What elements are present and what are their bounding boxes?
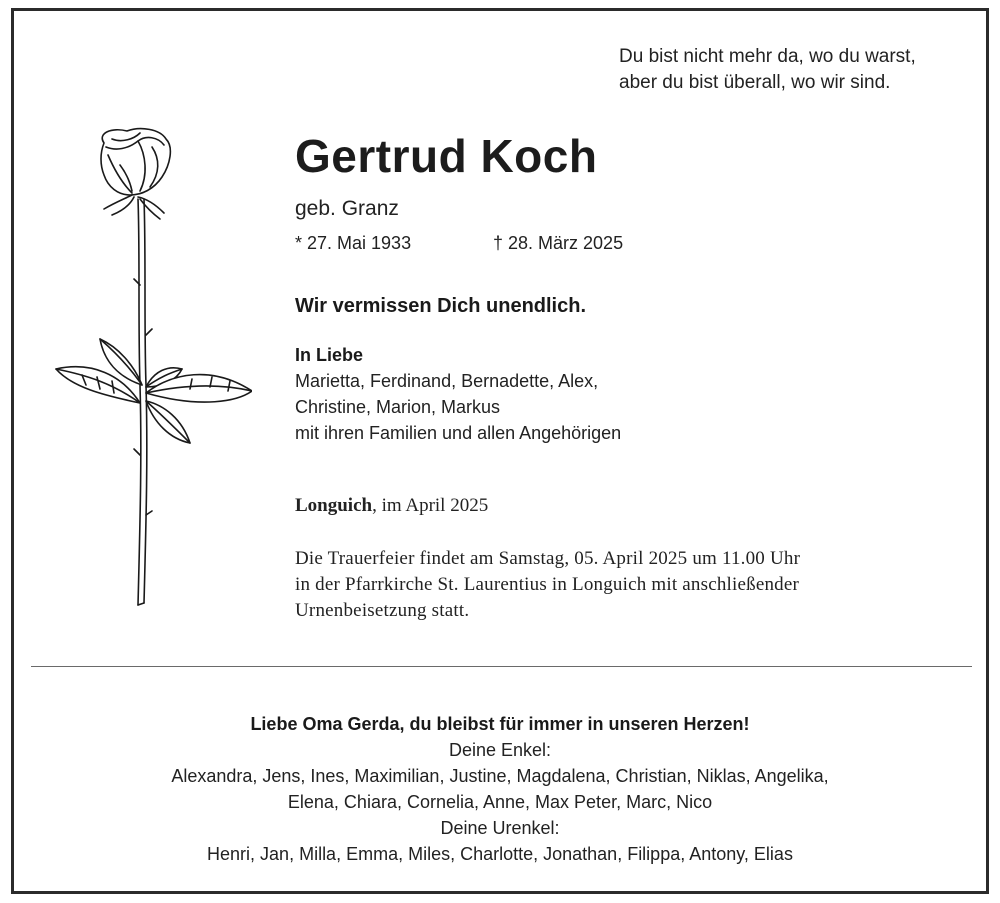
mourners-line: Christine, Marion, Markus xyxy=(295,397,501,417)
enkel-names: Alexandra, Jens, Ines, Maximilian, Justine, Magdalena, Christian, Niklas, Angelika, xyxy=(171,766,829,786)
section-divider xyxy=(31,666,972,667)
deceased-name: Gertrud Koch xyxy=(295,130,598,182)
maiden-name: geb. Granz xyxy=(295,197,399,220)
mourners-heading: In Liebe xyxy=(295,345,364,365)
mourners-line: Marietta, Ferdinand, Bernadette, Alex, xyxy=(295,371,599,391)
service-line: Die Trauerfeier findet am Samstag, 05. April 2025 um 11.00 Uhr xyxy=(295,548,801,569)
enkel-label: Deine Enkel: xyxy=(448,740,552,760)
death-date: † 28. März 2025 xyxy=(493,233,624,253)
place-date xyxy=(295,495,488,517)
rose-icon xyxy=(42,125,252,615)
obituary-notice xyxy=(11,8,989,894)
enkel-names: Elena, Chiara, Cornelia, Anne, Max Peter, Marc, Nico xyxy=(287,792,713,812)
grandchildren-heading: Liebe Oma Gerda, du bleibst für immer in unseren Herzen! xyxy=(250,714,750,734)
service-info xyxy=(295,546,800,624)
birth-date: * 27. Mai 1933 xyxy=(295,233,412,253)
notice-date: , im April 2025 xyxy=(372,495,489,516)
quote-line-1: Du bist nicht mehr da, wo du warst, xyxy=(619,46,916,67)
service-line: in der Pfarrkirche St. Laurentius in Longuich mit anschließender xyxy=(295,574,800,595)
farewell-message: Wir vermissen Dich unendlich. xyxy=(295,295,587,317)
place-name: Longuich xyxy=(295,495,373,516)
grandchildren-section xyxy=(14,711,986,867)
memorial-quote xyxy=(619,44,916,96)
urenkel-label: Deine Urenkel: xyxy=(440,818,560,838)
service-line: Urnenbeisetzung statt. xyxy=(295,600,470,621)
urenkel-names: Henri, Jan, Milla, Emma, Miles, Charlotte, Jonathan, Filippa, Antony, Elias xyxy=(207,844,793,864)
quote-line-2: aber du bist überall, wo wir sind. xyxy=(619,72,891,93)
mourners-line: mit ihren Familien und allen Angehörigen xyxy=(295,423,622,443)
